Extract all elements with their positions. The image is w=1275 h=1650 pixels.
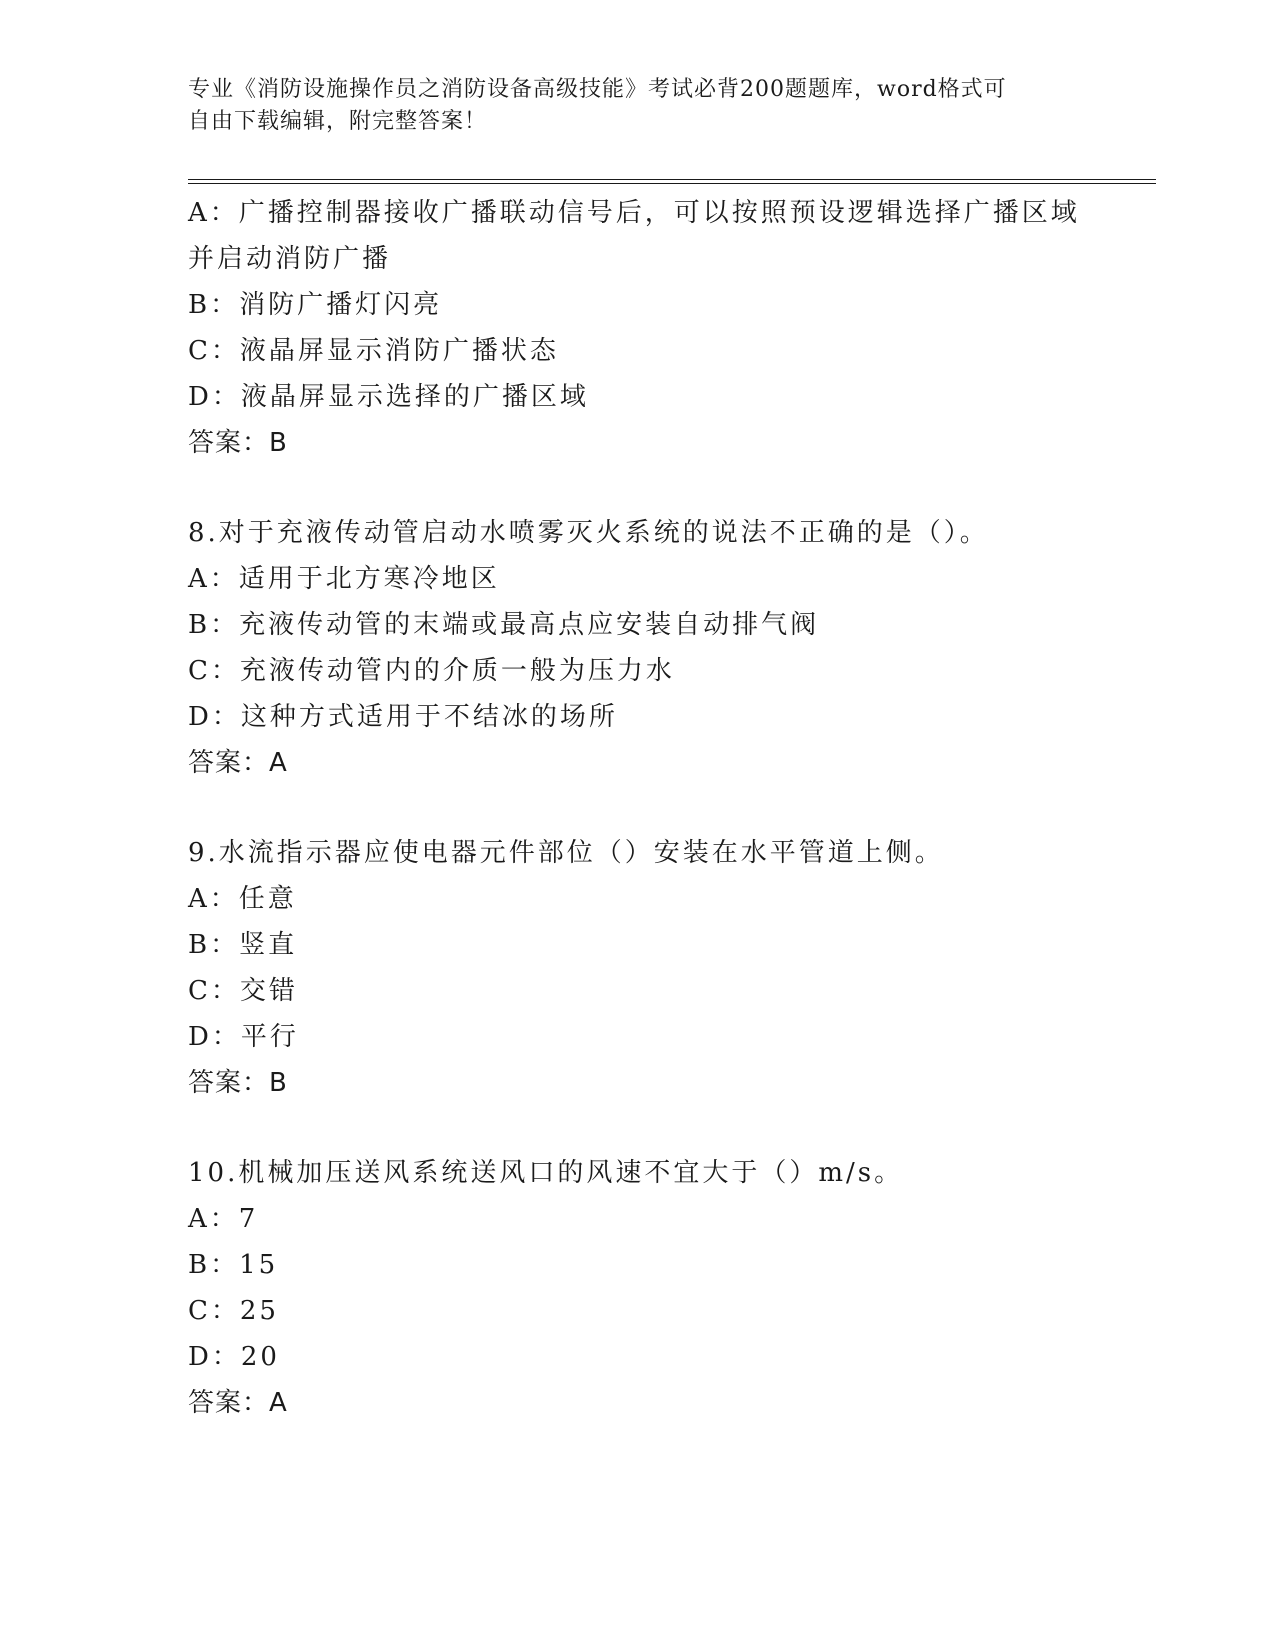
spacer <box>188 786 1088 830</box>
question-stem: 8.对于充液传动管启动水喷雾灭火系统的说法不正确的是（）。 <box>188 518 989 548</box>
option-b: B：充液传动管的末端或最高点应安装自动排气阀 <box>188 610 820 640</box>
option-c: C：交错 <box>188 976 298 1006</box>
option-a-continuation: 并启动消防广播 <box>188 244 392 274</box>
option-d: D：平行 <box>188 1022 299 1052</box>
answer-line: 答案：B <box>188 1068 288 1098</box>
answer-line: 答案：A <box>188 1388 288 1418</box>
header-line-2: 自由下载编辑，附完整答案！ <box>188 109 488 134</box>
header-line-1: 专业《消防设施操作员之消防设备高级技能》考试必背200题题库，word格式可 <box>188 77 1007 102</box>
question-9 <box>188 830 1088 1106</box>
option-a: A：适用于北方寒冷地区 <box>188 564 500 594</box>
option-c: C：液晶屏显示消防广播状态 <box>188 336 559 366</box>
option-c: C：充液传动管内的介质一般为压力水 <box>188 656 675 686</box>
answer-line: 答案：A <box>188 748 288 778</box>
option-b: B：15 <box>188 1250 279 1280</box>
option-a: A：任意 <box>188 884 297 914</box>
question-stem: 9.水流指示器应使电器元件部位（）安装在水平管道上侧。 <box>188 838 944 868</box>
question-continued <box>188 190 1088 466</box>
option-a: A：7 <box>188 1204 259 1234</box>
option-b: B：消防广播灯闪亮 <box>188 290 443 320</box>
option-d: D：液晶屏显示选择的广播区域 <box>188 382 589 412</box>
answer-line: 答案：B <box>188 428 288 458</box>
option-a: A：广播控制器接收广播联动信号后，可以按照预设逻辑选择广播区域 <box>188 198 1080 228</box>
option-c: C：25 <box>188 1296 279 1326</box>
spacer <box>188 466 1088 510</box>
question-8 <box>188 510 1088 786</box>
question-10 <box>188 1150 1088 1426</box>
spacer <box>188 1106 1088 1150</box>
header-rule-top <box>188 179 1156 180</box>
option-b: B：竖直 <box>188 930 298 960</box>
document-header <box>188 74 1068 138</box>
option-d: D：这种方式适用于不结冰的场所 <box>188 702 618 732</box>
question-stem: 10.机械加压送风系统送风口的风速不宜大于（）m/s。 <box>188 1158 904 1188</box>
option-d: D：20 <box>188 1342 280 1372</box>
question-list <box>188 190 1088 1426</box>
header-rule-bottom <box>188 183 1156 184</box>
